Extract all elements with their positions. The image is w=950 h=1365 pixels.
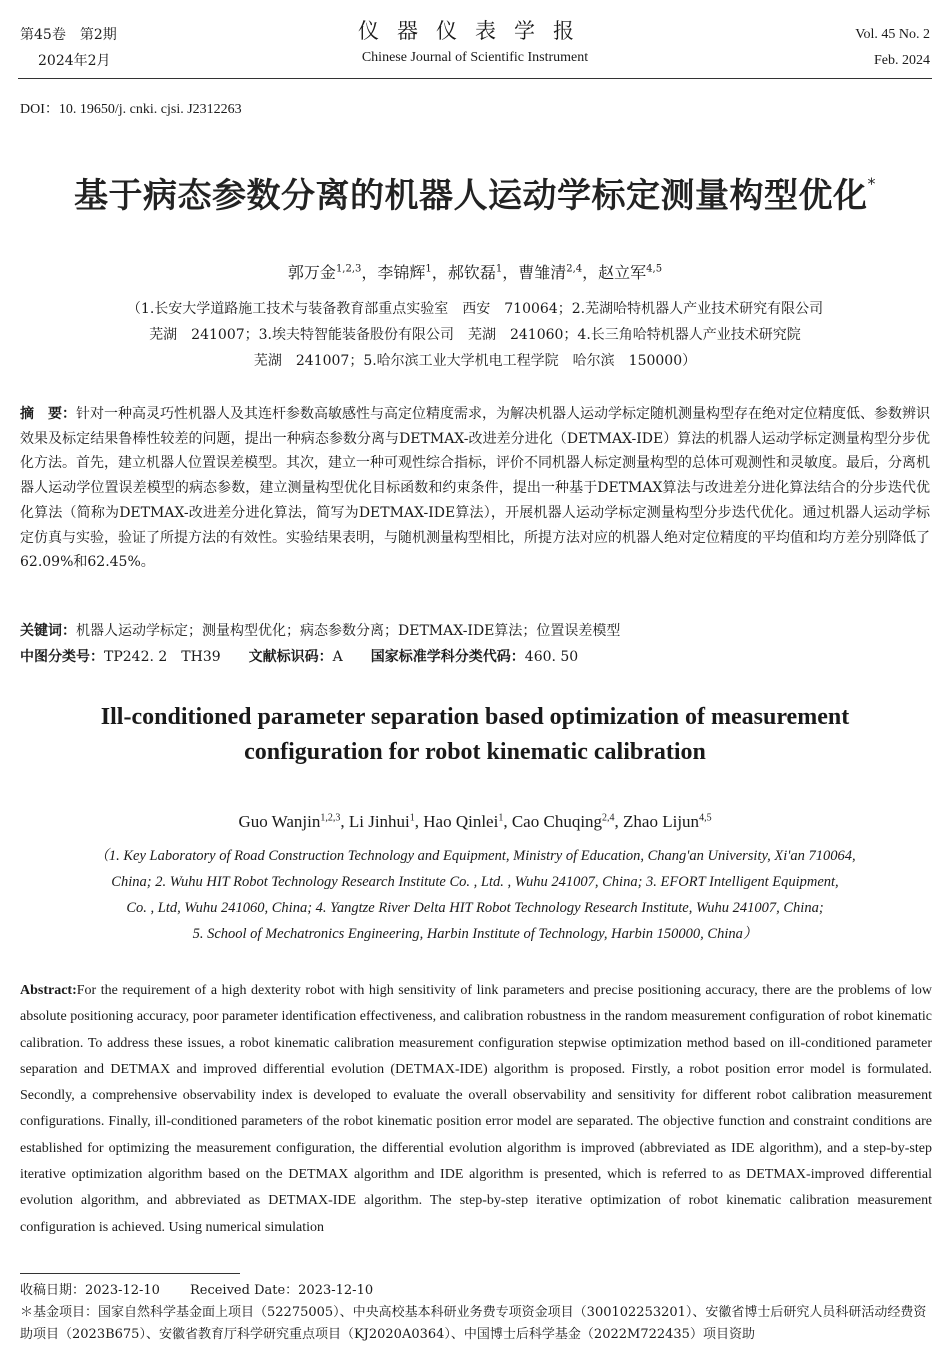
footnotes	[20, 1280, 932, 1346]
keywords-cn	[20, 620, 620, 640]
author-affil-sup: 2,4	[602, 812, 615, 824]
doc-code-value: A	[332, 649, 343, 665]
title-en-line: Ill-conditioned parameter separation based optimization of measurement	[100, 704, 850, 730]
abstract-cn-text: 针对一种高灵巧性机器人及其连杆参数高敏感性与高定位精度需求，为解决机器人运动学标定随机测量构型存在绝对定位精度低、参数辨识效果及标定结果鲁棒性较差的问题，提出一种病态参数分离与DETMAX-改进差分进化（DETMAX-IDE）算法的机器人运动学标定测量构型分步优化方法。首先，建立机器人位置误差模型。其次，建立一种可观性综合指标，评价不同机器人标定测量构型的总体可观测性和灵敏度。最后，分离机器人运动学位置误差模型的病态参数，建立测量构型优化目标函数和约束条件，提出一种基于DETMAX算法与改进差分进化算法结合的分步迭代优化算法（简称为DETMAX-改进差分进化算法，简写为DETMAX-IDE算法），开展机器人运动学标定测量构型分步迭代优化。通过机器人运动学标定仿真与实验，验证了所提方法的有效性。实验结果表明，与随机测量构型相比，所提方法对应的机器人绝对定位精度的平均值和均方差分别降低了62.09%和62.45%。	[20, 406, 930, 571]
author-separator: ,	[340, 812, 349, 831]
affiliations-cn	[40, 296, 910, 374]
affil-cn-line: （1.长安大学道路施工技术与装备教育部重点实验室 西安 710064；2.芜湖哈特机器人产业技术研究有限公司	[126, 301, 824, 317]
journal-name-cn: 仪器仪表学报	[358, 19, 592, 43]
classification-cn	[20, 646, 578, 666]
affil-en-line: China; 2. Wuhu HIT Robot Technology Research Institute Co. , Ltd. , Wuhu 241007, China; 3. EFORT Intelligent Equipment,	[111, 874, 839, 890]
abstract-en-text: For the requirement of a high dexterity robot with high sensitivity of link parameters and precise positioning accuracy, there are the problems of low absolute positioning accuracy, poor parameter identification effectiveness, and calibration robustness in the random measurement configuration of robot kinematic calibration. To address these issues, a robot kinematic calibration measurement configuration stepwise optimization method based on ill-conditioned parameter separation and DETMAX and improved differential evolution (DETMAX-IDE) algorithm is proposed. Firstly, a robot position error model is formulated. Secondly, a comprehensive observability index is developed to evaluate the overall observability and sensitivity for different robot calibration measurement configurations. Finally, ill-conditioned parameters of the robot kinematic position error model are separated. The objective function and constraint conditions are established for optimizing the measurement configuration, the differential evolution algorithm is improved (abbreviated as IDE algorithm), and a step-by-step iterative optimization algorithm based on the DETMAX algorithm and IDE algorithm is presented, which is referred to as DETMAX-improved differential evolution algorithm, and abbreviated as DETMAX-IDE algorithm. The step-by-step iterative optimization of robot kinematic calibration measurement configuration is achieved. Using numerical simulation	[20, 983, 932, 1235]
author-affil-sup: 1,2,3	[335, 263, 362, 275]
author-separator: ,	[614, 812, 624, 831]
fund-note: ＊基金项目：国家自然科学基金面上项目（52275005）、中央高校基本科研业务费专项资金项目（300102253201）、安徽省博士后研究人员科研活动经费资助项目（2023B675）、安徽省教育厅科学研究重点项目（KJ2020A0364）、中国博士后科学基金（2022M722435）项目资助	[20, 1305, 927, 1342]
affiliations-en	[30, 843, 920, 947]
author-affil-sup: 2,4	[566, 263, 583, 275]
affil-en-line: （1. Key Laboratory of Road Construction Technology and Equipment, Ministry of Education, Chang'an University, Xi'an 710064,	[94, 848, 856, 864]
std-code-label: 国家标准学科分类代码：	[370, 649, 525, 665]
clc-value: TP242. 2 TH39	[104, 649, 221, 665]
authors-cn	[0, 260, 950, 283]
author-separator: ，	[502, 263, 519, 282]
title-cn-text: 基于病态参数分离的机器人运动学标定测量构型优化	[74, 176, 868, 216]
volume-issue-en: Vol. 45 No. 2	[855, 27, 930, 42]
date-cn: 2024年2月	[38, 53, 111, 69]
author-name: Li Jinhui	[348, 812, 410, 831]
std-code-value: 460. 50	[524, 649, 579, 665]
author-affil-sup: 1	[498, 812, 504, 824]
footnote-rule	[20, 1273, 240, 1274]
title-en-line: configuration for robot kinematic calibration	[244, 739, 706, 765]
keywords-cn-text: 机器人运动学标定；测量构型优化；病态参数分离；DETMAX-IDE算法；位置误差模型	[76, 623, 621, 639]
title-cn	[0, 168, 950, 217]
author-name: 郝钦磊	[447, 263, 496, 282]
author-separator: ，	[361, 263, 378, 282]
abstract-cn-label: 摘 要：	[20, 406, 76, 422]
author-affil-sup: 1	[425, 263, 432, 275]
authors-en	[0, 812, 950, 832]
author-name: Zhao Lijun	[623, 812, 700, 831]
author-name: 赵立军	[598, 263, 647, 282]
doi: DOI：10. 19650/j. cnki. cjsi. J2312263	[20, 102, 242, 117]
affil-en-line: 5. School of Mechatronics Engineering, Harbin Institute of Technology, Harbin 150000, China）	[192, 926, 758, 942]
author-name: Guo Wanjin	[238, 812, 321, 831]
author-separator: ,	[414, 812, 424, 831]
author-affil-sup: 1,2,3	[320, 812, 341, 824]
doc-code-label: 文献标识码：	[248, 649, 333, 665]
header-rule	[18, 78, 932, 79]
author-name: Cao Chuqing	[511, 812, 603, 831]
header-right	[855, 22, 930, 74]
abstract-cn	[20, 402, 930, 575]
author-name: Hao Qinlei	[423, 812, 499, 831]
volume-issue-cn: 第45卷 第2期	[20, 27, 117, 43]
affil-en-line: Co. , Ltd, Wuhu 241060, China; 4. Yangtze River Delta HIT Robot Technology Research Institute, Wuhu 241007, China;	[126, 900, 824, 916]
keywords-cn-label: 关键词：	[20, 623, 76, 639]
abstract-en-label: Abstract:	[20, 983, 77, 998]
received-line	[20, 1280, 932, 1302]
received-en: Received Date：2023-12-10	[189, 1283, 374, 1298]
abstract-en	[20, 978, 932, 1241]
author-affil-sup: 4,5	[646, 263, 663, 275]
title-en	[0, 700, 950, 770]
header-center	[0, 16, 950, 70]
author-affil-sup: 1	[409, 812, 415, 824]
author-name: 郭万金	[287, 263, 336, 282]
author-affil-sup: 4,5	[699, 812, 712, 824]
author-name: 李锦辉	[377, 263, 426, 282]
author-separator: ，	[582, 263, 599, 282]
clc-label: 中图分类号：	[20, 649, 104, 665]
author-affil-sup: 1	[495, 263, 503, 275]
author-separator: ，	[431, 263, 448, 282]
date-en: Feb. 2024	[874, 53, 930, 68]
author-name: 曹雏清	[518, 263, 567, 282]
received-cn: 收稿日期：2023-12-10	[20, 1283, 160, 1298]
journal-name-en: Chinese Journal of Scientific Instrument	[361, 50, 589, 65]
title-footnote-mark: *	[867, 174, 876, 193]
affil-cn-line: 芜湖 241007；3.埃夫特智能装备股份有限公司 芜湖 241060；4.长三角哈特机器人产业技术研究院	[149, 327, 801, 343]
author-separator: ,	[503, 812, 512, 831]
affil-cn-line: 芜湖 241007；5.哈尔滨工业大学机电工程学院 哈尔滨 150000）	[253, 353, 697, 369]
